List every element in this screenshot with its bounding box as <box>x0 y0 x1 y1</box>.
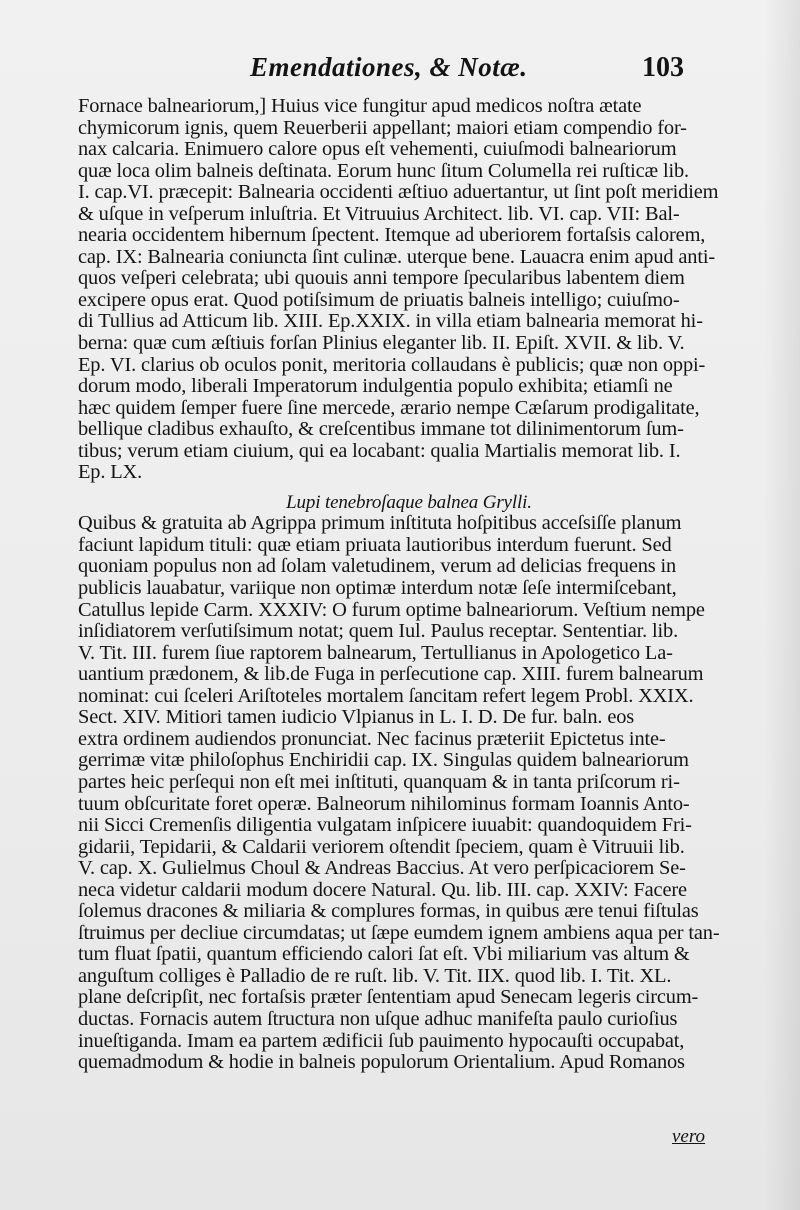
text-line: neca videtur caldarii modum docere Natural. Qu. lib. III. cap. XXIV: Facere <box>78 879 687 901</box>
body-text <box>78 96 740 1074</box>
text-line: gidarii, Tepidarii, & Caldarii veriorem oſtendit ſpeciem, quam è Vitruuii lib. <box>78 836 685 858</box>
text-line: faciunt lapidum tituli: quæ etiam priuata lautioribus interdum fuerunt. Sed <box>78 534 672 556</box>
paragraph-1 <box>78 96 740 484</box>
text-line: anguſtum colliges è Palladio de re ruſt. lib. V. Tit. IIX. quod lib. I. Tit. XL. <box>78 965 672 987</box>
text-line: tum fluat ſpatii, quantum efficiendo calori ſat eſt. Vbi miliarium vas altum & <box>78 944 690 966</box>
paragraph-2 <box>78 513 740 1073</box>
text-line: Catullus lepide Carm. XXXIV: O furum optime balneariorum. Veſtium nempe <box>78 599 705 621</box>
page-header <box>250 52 700 92</box>
text-line: ſolemus dracones & miliaria & complures formas, in quibus ære tenui fiſtulas <box>78 901 699 923</box>
text-line: quos veſperi celebrata; ubi quouis anni tempore ſpecularibus labentem diem <box>78 268 685 290</box>
section-subheading: Lupi tenebroſaque balnea Grylli. <box>286 491 532 513</box>
text-line: Ep. LX. <box>78 462 143 484</box>
text-line: tuum obſcuritate foret operæ. Balneorum nihilominus formam Ioannis Anto- <box>78 793 690 815</box>
text-line: V. Tit. III. furem ſiue raptorem balnearum, Tertullianus in Apologetico La- <box>78 642 673 664</box>
text-line: bellique cladibus exhauſto, & creſcentibus immane tot dilinimentorum ſum- <box>78 419 684 441</box>
page-edge-shadow <box>764 0 800 1210</box>
text-line: partes heic perſequi non eſt mei inſtituti, quanquam & in tanta priſcorum ri- <box>78 771 680 793</box>
text-line: ductas. Fornacis autem ſtructura non uſque adhuc manifeſta paulo curioſius <box>78 1008 678 1030</box>
text-line: Sect. XIV. Mitiori tamen iudicio Vlpianus in L. I. D. De fur. baln. eos <box>78 707 635 729</box>
text-line: V. cap. X. Gulielmus Choul & Andreas Baccius. At vero perſpicaciorem Se- <box>78 858 686 880</box>
text-line: uantium prædonem, & lib.de Fuga in perſecutione cap. XIII. furem balnearum <box>78 664 704 686</box>
text-line: hæc quidem ſemper fuere ſine mercede, ærario nempe Cæſarum prodigalitate, <box>78 397 700 419</box>
text-line: publicis lauabatur, variique non optimæ interdum notæ ſeſe intermiſcebant, <box>78 578 677 600</box>
text-line: tibus; verum etiam ciuium, qui ea locabant: qualia Martialis memorat lib. I. <box>78 440 681 462</box>
text-line: inueſtiganda. Imam ea partem ædificii ſub pauimento hypocauſti occupabat, <box>78 1030 685 1052</box>
running-head: Emendationes, & Notæ. <box>250 52 528 82</box>
text-line: berna: quæ cum æſtiuis forſan Plinius eleganter lib. II. Epiſt. XVII. & lib. V. <box>78 333 685 355</box>
text-line: nearia occidentem hibernum ſpectent. Itemque ad uberiorem fortaſsis calorem, <box>78 225 706 247</box>
text-line: inſidiatorem verſutiſsimum notat; quem Iul. Paulus receptar. Sententiar. lib. <box>78 621 679 643</box>
text-line: nii Sicci Cremenſis diligentia vulgatam inſpicere iuuabit: quandoquidem Fri- <box>78 815 692 837</box>
text-line: Fornace balneariorum,] Huius vice fungitur apud medicos noſtra ætate <box>78 96 642 117</box>
text-line: quæ loca olim balneis deſtinata. Eorum hunc ſitum Columella rei ruſticæ lib. <box>78 160 689 182</box>
text-line: Quibus & gratuita ab Agrippa primum inſtituta hoſpitibus acceſsiſſe planum <box>78 513 682 535</box>
text-line: quoniam populus non ad ſolam valetudinem, verum ad delicias frequens in <box>78 556 677 578</box>
text-line: plane deſcripſit, nec fortaſsis præter ſententiam apud Senecam legeris circum- <box>78 987 699 1009</box>
section-gap <box>78 484 740 490</box>
text-line: chymicorum ignis, quem Reuerberii appellant; maiori etiam compendio for- <box>78 117 687 139</box>
text-line: nominat: cui ſceleri Ariſtoteles mortalem ſancitam refert legem Probl. XXIX. <box>78 685 694 707</box>
text-line: di Tullius ad Atticum lib. XIII. Ep.XXIX. in villa etiam balnearia memorat hi- <box>78 311 703 333</box>
text-line: nax calcaria. Enimuero calore opus eſt vehementi, cuiuſmodi balneariorum <box>78 139 677 161</box>
text-line: Ep. VI. clarius ob oculos ponit, meritoria collaudans è publicis; quæ non oppi- <box>78 354 706 376</box>
text-line: cap. IX: Balnearia coniuncta ſint culinæ. uterque bene. Lauacra enim apud anti- <box>78 246 715 268</box>
page-number: 103 <box>642 52 684 83</box>
text-line: dorum modo, liberali Imperatorum indulgentia populo exhibita; etiamſi ne <box>78 376 673 398</box>
text-line: excipere opus erat. Quod potiſsimum de priuatis balneis intelligo; cuiuſmo- <box>78 289 680 311</box>
text-line: & uſque in veſperum inluſtria. Et Vitruuius Architect. lib. VI. cap. VII: Bal- <box>78 203 680 225</box>
text-line: extra ordinem audiendos pronunciat. Nec facinus præteriit Epictetus inte- <box>78 728 666 750</box>
text-line: quemadmodum & hodie in balneis populorum Orientalium. Apud Romanos <box>78 1052 685 1074</box>
text-line: gerrimæ vitæ philoſophus Enchiridii cap. IX. Singulas quidem balneariorum <box>78 750 689 772</box>
catchword: vero <box>672 1126 706 1147</box>
text-line: ſtruimus per decliue circumdatas; ut ſæpe eumdem ignem ambiens aqua per tan- <box>78 922 720 944</box>
text-line: I. cap.VI. præcepit: Balnearia occidenti æſtiuo aduertantur, ut ſint poſt meridiem <box>78 182 719 204</box>
